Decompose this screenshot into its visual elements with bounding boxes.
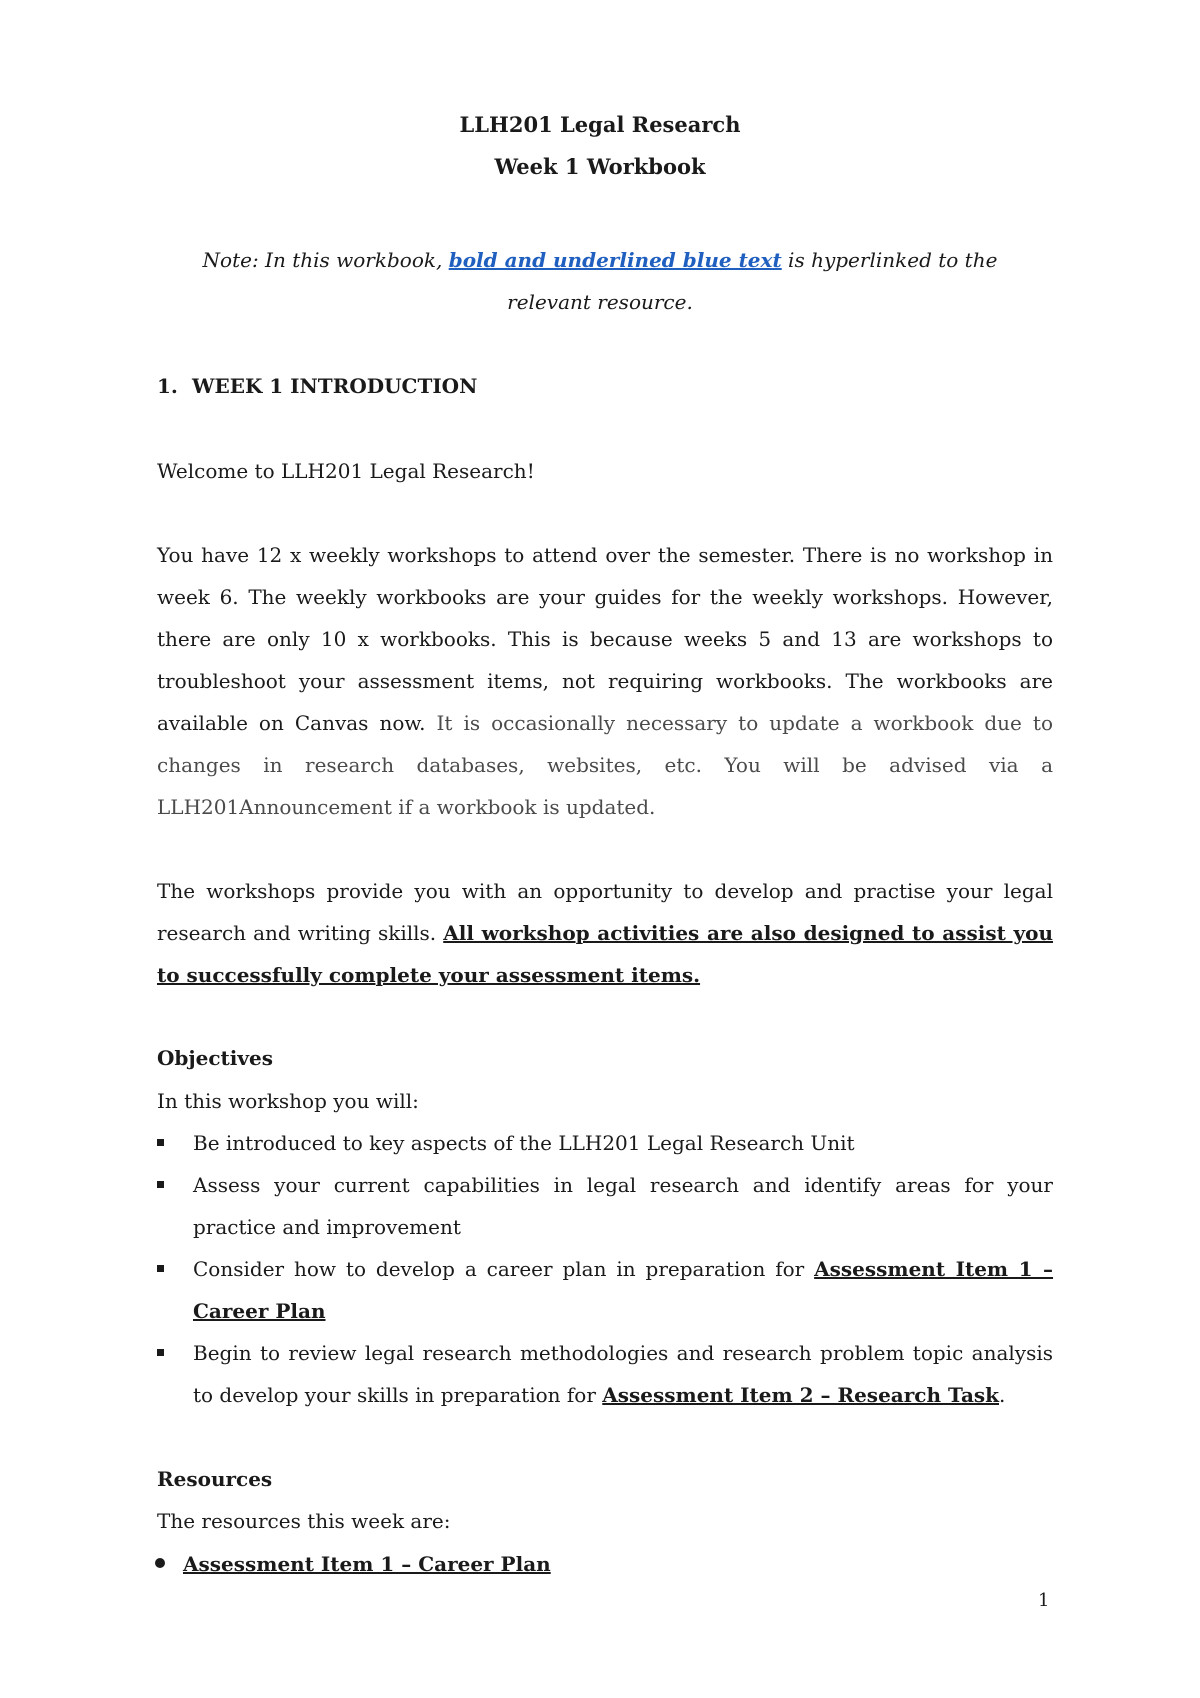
objective-text-end: . — [999, 1383, 1006, 1407]
course-title: LLH201 Legal Research — [459, 112, 741, 137]
hyperlink-note — [190, 239, 1010, 323]
intro-main-text: You have 12 x weekly workshops to attend over the semester. There is no workshop in week 6. The weekly workbooks are your guides for the weekly workshops. However, there are only 10 x workbooks. This is because weeks 5 and 13 are workshops to troubleshoot your assessment items, not requiring workbooks. The workbooks are available on Canvas now. — [157, 543, 1053, 735]
resources-heading: Resources — [157, 1467, 273, 1491]
workshop-emphasis-text: All workshop activities are also designed to assist you to successfully complete your assessment items. — [157, 921, 1053, 987]
objective-text: Be introduced to key aspects of the LLH201 Legal Research Unit — [193, 1131, 855, 1155]
resource-item — [155, 1543, 1051, 1585]
resource-career-plan-link[interactable]: Assessment Item 1 – Career Plan — [183, 1552, 551, 1576]
objective-text: Begin to review legal research methodologies and research problem topic analysis to develop your skills in preparation for — [193, 1341, 1053, 1407]
intro-paragraph — [157, 534, 1053, 828]
objectives-list — [157, 1122, 1053, 1416]
resources-list — [155, 1543, 1051, 1585]
square-bullet-icon — [157, 1181, 164, 1188]
assessment-1-link[interactable]: Assessment Item 1 – Career Plan — [193, 1257, 1054, 1323]
objectives-heading: Objectives — [157, 1046, 273, 1070]
welcome-text: Welcome to LLH201 Legal Research! — [157, 459, 535, 483]
note-suffix: is hyperlinked to the relevant resource. — [507, 248, 998, 314]
objective-item — [157, 1122, 1053, 1164]
objectives-intro: In this workshop you will: — [157, 1089, 419, 1113]
resources-intro: The resources this week are: — [157, 1509, 451, 1533]
square-bullet-icon — [157, 1139, 164, 1146]
workshop-paragraph — [157, 870, 1053, 996]
objective-item — [157, 1332, 1053, 1416]
square-bullet-icon — [157, 1265, 164, 1272]
note-sample-link[interactable]: bold and underlined blue text — [448, 248, 782, 272]
objective-text: Assess your current capabilities in legal research and identify areas for your practice and improvement — [193, 1173, 1053, 1239]
workshop-main-text: The workshops provide you with an opportunity to develop and practise your legal research and writing skills. — [157, 879, 1053, 945]
workbook-title: Week 1 Workbook — [494, 154, 706, 179]
intro-update-text: It is occasionally necessary to update a workbook due to changes in research databases, websites, etc. You will be advised via a LLH201Announcement if a workbook is updated. — [157, 711, 1053, 819]
page-number: 1 — [1038, 1590, 1050, 1611]
section-heading — [157, 374, 477, 398]
section-title: WEEK 1 INTRODUCTION — [192, 374, 478, 398]
assessment-2-link[interactable]: Assessment Item 2 – Research Task — [602, 1383, 1000, 1407]
objective-item — [157, 1164, 1053, 1248]
section-number: 1. — [157, 374, 178, 398]
square-bullet-icon — [157, 1349, 164, 1356]
round-bullet-icon — [155, 1558, 165, 1568]
objective-item — [157, 1248, 1053, 1332]
objective-text: Consider how to develop a career plan in preparation for — [193, 1257, 815, 1281]
note-prefix: Note: In this workbook, — [202, 248, 449, 272]
